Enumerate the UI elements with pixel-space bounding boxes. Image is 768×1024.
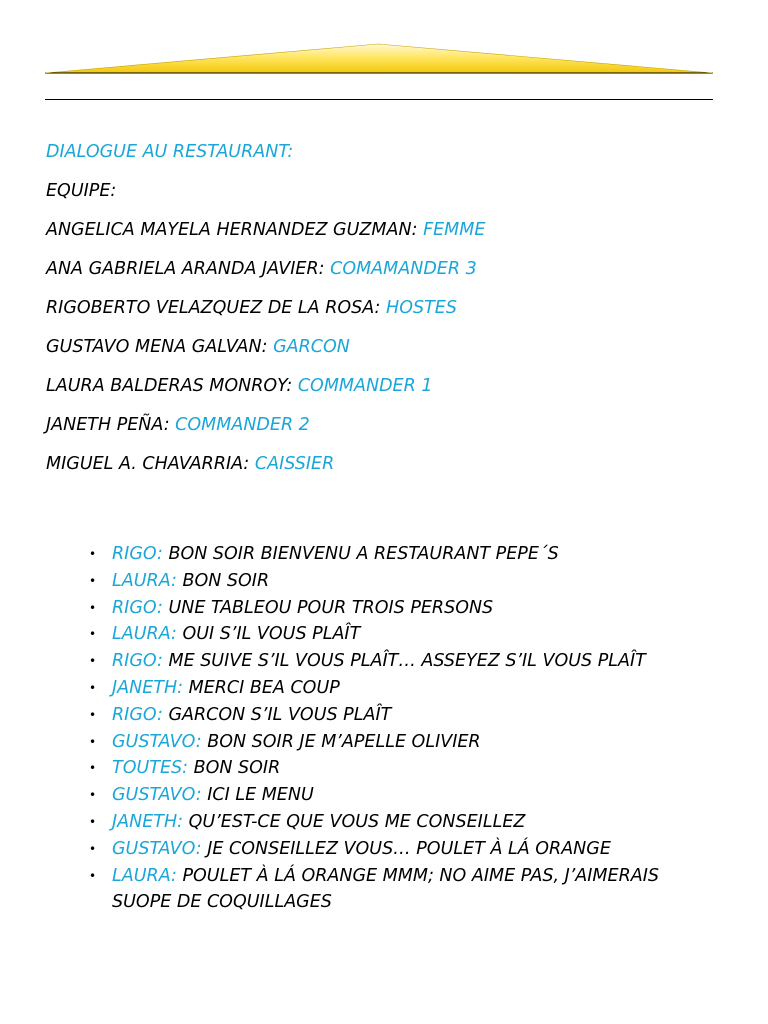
member-role: FEMME [423, 220, 486, 240]
dialogue-line [89, 836, 709, 863]
speaker-label: RIGO: [112, 704, 163, 725]
member-row [46, 220, 726, 240]
dialogue-text: JE CONSEILLEZ VOUS… POULET À LÁ ORANGE [207, 838, 611, 859]
member-role: GARCON [273, 337, 350, 357]
bullet-icon: • [89, 841, 97, 856]
dialogue-text: GARCON S’IL VOUS PLAÎT [168, 704, 392, 725]
member-row [46, 337, 726, 357]
member-name: LAURA BALDERAS MONROY: [46, 376, 293, 396]
bullet-icon: • [89, 654, 97, 669]
dialogue-line [89, 755, 709, 782]
dialogue-text: QU’EST-CE QUE VOUS ME CONSEILLEZ [188, 811, 526, 832]
dialogue-line [89, 541, 709, 568]
bullet-icon: • [89, 573, 97, 588]
bullet-icon: • [89, 627, 97, 642]
dialogue-line [89, 782, 709, 809]
team-label: EQUIPE: [46, 181, 117, 201]
speaker-label: GUSTAVO: [112, 838, 202, 859]
dialogue-line [89, 702, 709, 729]
document-body [46, 142, 726, 493]
bullet-icon: • [89, 868, 97, 883]
speaker-label: RIGO: [112, 544, 163, 564]
dialogue-line [89, 809, 709, 836]
dialogue-line [89, 595, 709, 622]
member-name: JANETH PEÑA: [46, 415, 170, 435]
dialogue-line [89, 648, 709, 675]
page-title: DIALOGUE AU RESTAURANT: [46, 142, 294, 162]
dialogue-text: BON SOIR JE M’APELLE OLIVIER [207, 731, 481, 752]
bullet-icon: • [89, 788, 97, 803]
dialogue-line [89, 863, 709, 917]
member-role: HOSTES [386, 298, 457, 318]
member-name: GUSTAVO MENA GALVAN: [46, 337, 268, 357]
dialogue-text: MERCI BEA COUP [188, 677, 340, 698]
speaker-label: LAURA: [112, 865, 177, 886]
member-row [46, 415, 726, 435]
dialogue-text: BON SOIR [193, 758, 281, 779]
dialogue-line [89, 568, 709, 595]
member-name: ANA GABRIELA ARANDA JAVIER: [46, 259, 325, 279]
dialogue-text: POULET À LÁ ORANGE MMM; NO AIME PAS, J’AIMERAIS SUOPE DE COQUILLAGES [112, 865, 659, 913]
header-banner [45, 43, 713, 75]
dialogue-line [89, 621, 709, 648]
dialogue-list [89, 541, 709, 916]
speaker-label: JANETH: [112, 811, 184, 832]
member-list [46, 220, 726, 474]
speaker-label: GUSTAVO: [112, 731, 202, 752]
dialogue-text: BON SOIR BIENVENU A RESTAURANT PEPE´S [168, 544, 559, 564]
dialogue-text: OUI S’IL VOUS PLAÎT [182, 624, 361, 645]
member-role: CAISSIER [254, 454, 335, 474]
speaker-label: LAURA: [112, 570, 177, 591]
member-role: COMMANDER 2 [175, 415, 310, 435]
member-role: COMAMANDER 3 [330, 259, 477, 279]
dialogue-line [89, 729, 709, 756]
speaker-label: LAURA: [112, 624, 177, 645]
dialogue-text: ICI LE MENU [207, 785, 314, 806]
member-role: COMMANDER 1 [297, 376, 433, 396]
dialogue-text: BON SOIR [182, 570, 270, 591]
header-triangle [45, 44, 713, 73]
dialogue-line [89, 675, 709, 702]
speaker-label: RIGO: [112, 597, 163, 618]
speaker-label: RIGO: [112, 651, 163, 672]
bullet-icon: • [89, 707, 97, 722]
bullet-icon: • [89, 680, 97, 695]
member-name: MIGUEL A. CHAVARRIA: [46, 454, 250, 474]
member-row [46, 259, 726, 279]
bullet-icon: • [89, 734, 97, 749]
member-name: RIGOBERTO VELAZQUEZ DE LA ROSA: [46, 298, 381, 318]
member-name: ANGELICA MAYELA HERNANDEZ GUZMAN: [46, 220, 418, 240]
speaker-label: JANETH: [112, 677, 184, 698]
speaker-label: TOUTES: [112, 758, 189, 779]
dialogue-text: UNE TABLEOU POUR TROIS PERSONS [168, 597, 494, 618]
speaker-label: GUSTAVO: [112, 785, 202, 806]
member-row [46, 298, 726, 318]
member-row [46, 376, 726, 396]
bullet-icon: • [89, 814, 97, 829]
header-rule [45, 99, 713, 100]
bullet-icon: • [89, 761, 97, 776]
member-row [46, 454, 726, 474]
dialogue-text: ME SUIVE S’IL VOUS PLAÎT… ASSEYEZ S’IL VOUS PLAÎT [168, 651, 646, 672]
bullet-icon: • [89, 600, 97, 615]
bullet-icon: • [89, 547, 97, 561]
